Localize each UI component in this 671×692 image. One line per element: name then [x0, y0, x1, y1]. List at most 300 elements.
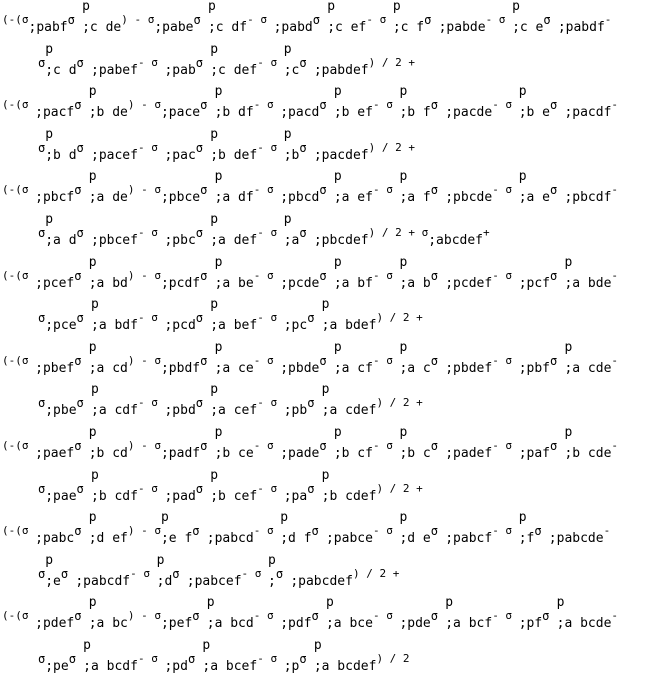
superscript-term: p — [327, 0, 336, 14]
subscript-term: ;c e — [512, 20, 544, 35]
subscript-term: ;paef — [35, 446, 75, 461]
sigma-symbol: σ — [38, 311, 46, 326]
subscript-term: ;a df — [214, 190, 254, 206]
sigma-symbol: σ — [307, 396, 315, 411]
operator-text: - σ — [372, 183, 393, 197]
subscript-term: ;b ce — [214, 446, 254, 461]
operator-text: - — [611, 183, 619, 197]
subscript-term: ;c — [283, 62, 300, 78]
sigma-symbol: σ — [299, 226, 307, 240]
superscript-term: p — [556, 595, 565, 611]
formula-line — [0, 595, 671, 632]
formula-line — [0, 212, 671, 249]
superscript-term: p — [512, 0, 520, 14]
superscript-term: p — [156, 552, 165, 568]
superscript-term: p — [88, 84, 97, 100]
superscript-term: p — [333, 254, 342, 270]
subscript-term: ;c def — [210, 62, 258, 78]
subscript-term: ;b cde — [564, 446, 612, 461]
sigma-symbol: σ — [38, 566, 46, 581]
sigma-symbol: σ — [430, 524, 438, 539]
subscript-term: ;pcef — [35, 275, 75, 291]
sigma-symbol: σ — [424, 13, 432, 27]
formula-line — [0, 41, 671, 79]
subscript-term: ;pbef — [35, 360, 75, 376]
subscript-term: ;paf — [518, 446, 550, 461]
formula-line — [0, 382, 671, 419]
superscript-term: p — [82, 0, 90, 14]
superscript-term: p — [45, 41, 54, 57]
operator-text: - σ — [257, 396, 278, 410]
sigma-symbol: σ — [195, 226, 204, 240]
subscript-term: ;pbdef — [445, 360, 493, 376]
subscript-term: ;pcf — [518, 275, 550, 291]
subscript-term: ;d f — [280, 531, 312, 547]
subscript-term: ;e — [45, 573, 61, 589]
sigma-symbol: σ — [430, 353, 438, 368]
subscript-term: ;a bcef — [202, 659, 258, 674]
superscript-term: p — [518, 84, 527, 100]
operator-text: - σ — [492, 439, 513, 452]
operator-text: - σ — [241, 566, 262, 580]
superscript-term: p — [283, 41, 292, 57]
operator-text: ) / 2 + — [368, 140, 415, 154]
formula-line — [0, 638, 671, 675]
sigma-symbol: σ — [299, 652, 307, 666]
subscript-term: ;f — [518, 531, 535, 547]
operator-text: (-(σ — [2, 268, 29, 282]
operator-text: - σ — [253, 268, 274, 282]
subscript-term: ;b df — [214, 105, 254, 121]
subscript-term: ;pbcde — [445, 190, 493, 206]
operator-text: - σ — [137, 55, 158, 69]
subscript-term: ;c f — [392, 20, 425, 35]
subscript-term: ;a cdf — [91, 403, 138, 419]
subscript-term: ;a de — [88, 190, 128, 206]
operator-text: ) - σ — [127, 524, 161, 538]
subscript-term: ;a ce — [214, 360, 254, 376]
subscript-term: ;b cd — [88, 446, 128, 461]
subscript-term: ;pacdf — [564, 105, 612, 121]
operator-text: ) - σ — [127, 183, 161, 197]
superscript-term: p — [283, 126, 292, 142]
formula-line — [0, 552, 671, 590]
sigma-symbol: σ — [193, 13, 201, 27]
sigma-symbol: σ — [534, 524, 542, 539]
superscript-term: p — [210, 382, 219, 398]
operator-text: - σ — [372, 268, 393, 282]
superscript-term: p — [399, 425, 408, 440]
sigma-symbol: σ — [74, 268, 82, 283]
sigma-symbol: σ — [200, 98, 208, 113]
subscript-term: ;a c — [399, 360, 431, 376]
subscript-term: ;a bce — [325, 616, 373, 632]
sigma-symbol: σ — [38, 140, 46, 155]
sigma-symbol: σ — [550, 183, 558, 198]
superscript-term: p — [91, 382, 99, 398]
subscript-term: ;pabcef — [186, 573, 242, 589]
superscript-term: p — [214, 169, 223, 185]
sigma-symbol: σ — [275, 566, 284, 581]
sigma-symbol: σ — [74, 353, 82, 368]
subscript-term: ;a bcde — [556, 616, 612, 632]
sigma-symbol: σ — [200, 353, 208, 368]
subscript-term: ;pade — [280, 446, 320, 461]
operator-text: - σ — [137, 140, 158, 154]
subscript-term: ;pe — [45, 659, 69, 674]
subscript-term: ;pabde — [438, 20, 486, 35]
superscript-term: p — [214, 254, 223, 270]
subscript-term: ;pabcd — [206, 531, 254, 547]
subscript-term: ;b c — [399, 446, 431, 461]
subscript-term: ;b cdef — [321, 488, 377, 504]
sigma-symbol: σ — [67, 13, 75, 27]
subscript-term: ;pcdf — [160, 275, 201, 291]
operator-text: (-(σ — [2, 183, 29, 197]
operator-text: ) / 2 + σ — [368, 226, 429, 239]
sigma-symbol: σ — [195, 396, 204, 411]
superscript-term: p — [210, 126, 219, 142]
subscript-term: ;pabce — [325, 531, 373, 547]
superscript-term: p — [333, 84, 342, 100]
operator-text: - σ — [257, 652, 278, 665]
subscript-term: ;pabf — [28, 20, 68, 35]
operator-text: - — [604, 13, 612, 26]
sigma-symbol: σ — [319, 183, 327, 198]
subscript-term: ;pbcdf — [564, 190, 612, 206]
subscript-term: ;pbdf — [160, 360, 201, 376]
subscript-term: ;pcd — [164, 318, 196, 334]
operator-text: - σ — [492, 353, 513, 367]
sigma-symbol: σ — [307, 311, 315, 326]
superscript-term: p — [268, 552, 276, 568]
sigma-symbol: σ — [195, 55, 204, 70]
sigma-symbol: σ — [195, 140, 204, 155]
operator-text: - σ — [257, 55, 278, 69]
operator-text: - σ — [253, 183, 274, 197]
sigma-symbol: σ — [74, 98, 82, 113]
superscript-term: p — [91, 467, 99, 483]
sigma-symbol: σ — [76, 481, 84, 496]
subscript-term: ;b cf — [333, 446, 373, 461]
operator-text: - σ — [492, 98, 513, 112]
sigma-symbol: σ — [550, 439, 558, 453]
operator-text: (-(σ — [2, 98, 29, 112]
operator-text: - σ — [372, 609, 393, 623]
superscript-term: p — [202, 638, 211, 653]
operator-text: ) / 2 + — [376, 311, 423, 325]
operator-text: + — [483, 226, 490, 239]
sigma-symbol: σ — [200, 439, 208, 453]
sigma-symbol: σ — [38, 652, 46, 666]
operator-text: - σ — [257, 140, 278, 154]
subscript-term: ;e f — [160, 531, 193, 547]
superscript-term: p — [321, 297, 330, 313]
formula-line — [0, 510, 671, 547]
superscript-term: p — [83, 638, 91, 653]
subscript-term: ;p — [283, 659, 300, 674]
sigma-symbol: σ — [319, 353, 327, 368]
operator-text: (-(σ — [2, 439, 29, 452]
sigma-symbol: σ — [195, 311, 204, 326]
operator-text: ) - σ — [127, 439, 161, 452]
operator-text: - σ — [372, 524, 393, 538]
superscript-term: p — [45, 552, 54, 568]
operator-text: - — [611, 98, 619, 112]
superscript-term: p — [45, 126, 54, 142]
sigma-symbol: σ — [74, 183, 82, 198]
subscript-term: ;a bcdef — [313, 659, 377, 674]
formula-line — [0, 126, 671, 164]
sigma-symbol: σ — [200, 183, 208, 198]
superscript-term: p — [210, 297, 219, 313]
subscript-term: ;pabc — [35, 531, 75, 547]
subscript-term: ;pd — [164, 659, 188, 674]
operator-text: - σ — [253, 524, 274, 538]
superscript-term: p — [313, 638, 322, 653]
sigma-symbol: σ — [76, 140, 84, 155]
subscript-term: ;a be — [214, 275, 254, 291]
superscript-term: p — [91, 297, 99, 313]
subscript-term: ;pacde — [445, 105, 493, 121]
subscript-term: ;a f — [399, 190, 431, 206]
subscript-term: ;b e — [518, 105, 550, 121]
operator-text: - σ — [137, 481, 158, 495]
formula-line — [0, 339, 671, 377]
subscript-term: ;pabdef — [313, 62, 369, 78]
superscript-term: p — [160, 510, 169, 526]
operator-text: - σ — [372, 98, 393, 112]
operator-text: - — [611, 353, 619, 367]
operator-text: - σ — [492, 183, 513, 197]
sigma-symbol: σ — [200, 268, 208, 283]
subscript-term: ;pbcdef — [313, 233, 369, 248]
superscript-term: p — [564, 425, 573, 440]
subscript-term: ;pacd — [280, 105, 320, 121]
subscript-term: ;pdef — [35, 616, 75, 632]
subscript-term: ;pabcdf — [75, 573, 131, 589]
sigma-symbol: σ — [60, 566, 69, 581]
superscript-term: p — [88, 425, 97, 440]
subscript-term: ;pb — [283, 403, 308, 419]
superscript-term: p — [210, 467, 219, 483]
subscript-term: ;pabcde — [548, 531, 604, 547]
subscript-term: ;pcdef — [445, 275, 493, 291]
subscript-term: ;abcdef — [428, 233, 484, 248]
subscript-term: ;pacf — [35, 105, 75, 121]
superscript-term: p — [518, 169, 527, 185]
operator-text: - σ — [137, 652, 158, 665]
operator-text: - — [611, 439, 619, 452]
superscript-term: p — [333, 169, 342, 185]
operator-text: - σ — [257, 311, 278, 325]
subscript-term: ;c ef — [327, 20, 367, 35]
superscript-term: p — [399, 339, 408, 355]
subscript-term: ;b def — [210, 147, 258, 163]
operator-text: - — [611, 268, 619, 282]
subscript-term: ;a cf — [333, 360, 373, 376]
sigma-symbol: σ — [430, 183, 438, 198]
sigma-symbol: σ — [299, 140, 307, 155]
subscript-term: ;pef — [160, 616, 193, 632]
operator-text: (-(σ — [2, 524, 29, 538]
operator-text: - σ — [366, 13, 387, 26]
superscript-term: p — [88, 254, 97, 270]
subscript-term: ;pde — [399, 616, 431, 632]
operator-text: - σ — [492, 524, 513, 538]
operator-text: - σ — [257, 481, 278, 495]
subscript-term: ;d ef — [88, 531, 128, 547]
subscript-term: ;pace — [160, 105, 201, 121]
sigma-symbol: σ — [68, 652, 76, 666]
subscript-term: ;a d — [45, 233, 77, 248]
subscript-term: ;a e — [518, 190, 550, 206]
formula-line — [0, 297, 671, 334]
subscript-term: ;pbcf — [35, 190, 75, 206]
operator-text: ) - σ — [127, 268, 161, 282]
sigma-symbol: σ — [74, 609, 82, 624]
sigma-symbol: σ — [550, 268, 558, 283]
operator-text: - σ — [130, 566, 151, 580]
subscript-term: ;pbde — [280, 360, 320, 376]
subscript-term: ;pf — [518, 616, 543, 632]
subscript-term: ;pae — [45, 488, 77, 504]
operator-text: - σ — [257, 226, 278, 239]
subscript-term: ;d e — [399, 531, 431, 547]
operator-text: ) - σ — [127, 609, 161, 623]
sigma-symbol: σ — [76, 55, 84, 70]
subscript-term: ;pbd — [164, 403, 196, 419]
superscript-term: p — [399, 169, 408, 185]
sigma-symbol: σ — [192, 524, 200, 539]
sigma-symbol: σ — [172, 566, 180, 581]
superscript-term: p — [214, 339, 223, 355]
operator-text: - σ — [253, 609, 274, 623]
operator-text: ) / 2 + — [352, 566, 400, 580]
subscript-term: ;padef — [445, 446, 493, 461]
subscript-term: ;padf — [160, 446, 201, 461]
sigma-symbol: σ — [430, 268, 438, 283]
subscript-term: ;pacdef — [313, 147, 369, 163]
superscript-term: p — [399, 254, 408, 270]
superscript-term: p — [321, 382, 330, 398]
subscript-term: ;c d — [45, 62, 77, 78]
operator-text: - σ — [492, 268, 513, 282]
operator-text: - σ — [137, 396, 158, 410]
subscript-term: ;b d — [45, 147, 77, 163]
formula-line — [0, 169, 671, 206]
operator-text: (-(σ — [2, 353, 29, 367]
subscript-term: ;pad — [164, 488, 196, 504]
formula-line — [0, 467, 671, 505]
subscript-term: ;a bcdf — [83, 659, 138, 674]
superscript-term: p — [399, 84, 408, 100]
subscript-term: ;a cdef — [321, 403, 377, 419]
superscript-term: p — [518, 510, 527, 526]
subscript-term: ;pabd — [273, 20, 313, 35]
subscript-term: ;a bcd — [206, 616, 254, 632]
superscript-term: p — [210, 41, 219, 57]
subscript-term: ;pdf — [280, 616, 312, 632]
subscript-term: ;b ef — [333, 105, 373, 121]
sigma-symbol: σ — [38, 226, 46, 240]
subscript-term: ;a ef — [333, 190, 373, 206]
subscript-term: ;d — [156, 573, 173, 589]
subscript-term: ;pbc — [164, 233, 196, 248]
sigma-symbol: σ — [312, 13, 320, 27]
subscript-term: ;b — [283, 147, 300, 163]
subscript-term: ;pabdf — [557, 20, 605, 35]
subscript-term: ;a bd — [88, 275, 128, 291]
formula-line — [0, 84, 671, 121]
superscript-term: p — [207, 0, 216, 14]
sigma-symbol: σ — [74, 524, 82, 539]
subscript-term: ;a def — [210, 233, 258, 248]
superscript-term: p — [88, 339, 97, 355]
operator-text: - σ — [372, 353, 393, 367]
subscript-term: ;a bf — [333, 275, 373, 291]
sigma-symbol: σ — [299, 55, 307, 70]
superscript-term: p — [206, 595, 215, 611]
subscript-term: ;c df — [207, 20, 248, 35]
subscript-term: ;pabe — [154, 20, 194, 35]
subscript-term: ;a bdef — [321, 318, 377, 334]
superscript-term: p — [280, 510, 289, 526]
subscript-term: ;pacef — [91, 147, 138, 163]
subscript-term: ;pbe — [45, 403, 77, 419]
operator-text: ) - σ — [127, 98, 161, 112]
operator-text: ) - σ — [121, 13, 155, 26]
operator-text: - σ — [253, 353, 274, 367]
operator-text: - σ — [253, 98, 274, 112]
sigma-symbol: σ — [76, 311, 84, 326]
sigma-symbol: σ — [195, 481, 204, 496]
superscript-term: p — [564, 339, 573, 355]
superscript-term: p — [214, 425, 223, 440]
sigma-symbol: σ — [543, 13, 551, 27]
operator-text: - σ — [247, 13, 267, 26]
subscript-term: ;pabcdef — [290, 573, 353, 589]
sigma-symbol: σ — [550, 353, 558, 368]
operator-text: - σ — [372, 439, 393, 452]
sigma-symbol: σ — [192, 609, 200, 624]
subscript-term: ;a b — [399, 275, 431, 291]
sigma-symbol: σ — [311, 524, 319, 539]
superscript-term: p — [45, 212, 54, 227]
sigma-symbol: σ — [319, 98, 327, 113]
subscript-term: ;a bef — [210, 318, 258, 334]
subscript-term: ;b cdf — [91, 488, 138, 504]
superscript-term: p — [88, 510, 97, 526]
operator-text: - — [611, 609, 619, 623]
subscript-term: ;a cde — [564, 360, 612, 376]
operator-text: - σ — [485, 13, 506, 26]
subscript-term: ;pabcf — [445, 531, 493, 547]
subscript-term: ;pbce — [160, 190, 201, 206]
sigma-symbol: σ — [542, 609, 550, 624]
operator-text: (-(σ — [2, 609, 29, 623]
subscript-term: ;pac — [164, 147, 196, 163]
sigma-symbol: σ — [187, 652, 196, 666]
sigma-symbol: σ — [307, 481, 315, 496]
superscript-term: p — [214, 84, 223, 100]
operator-text: ) / 2 + — [368, 55, 415, 69]
superscript-term: p — [283, 212, 292, 227]
superscript-term: p — [333, 425, 342, 440]
operator-text: ) / 2 + — [376, 396, 423, 410]
superscript-term: p — [564, 254, 573, 270]
sigma-symbol: σ — [74, 439, 82, 453]
